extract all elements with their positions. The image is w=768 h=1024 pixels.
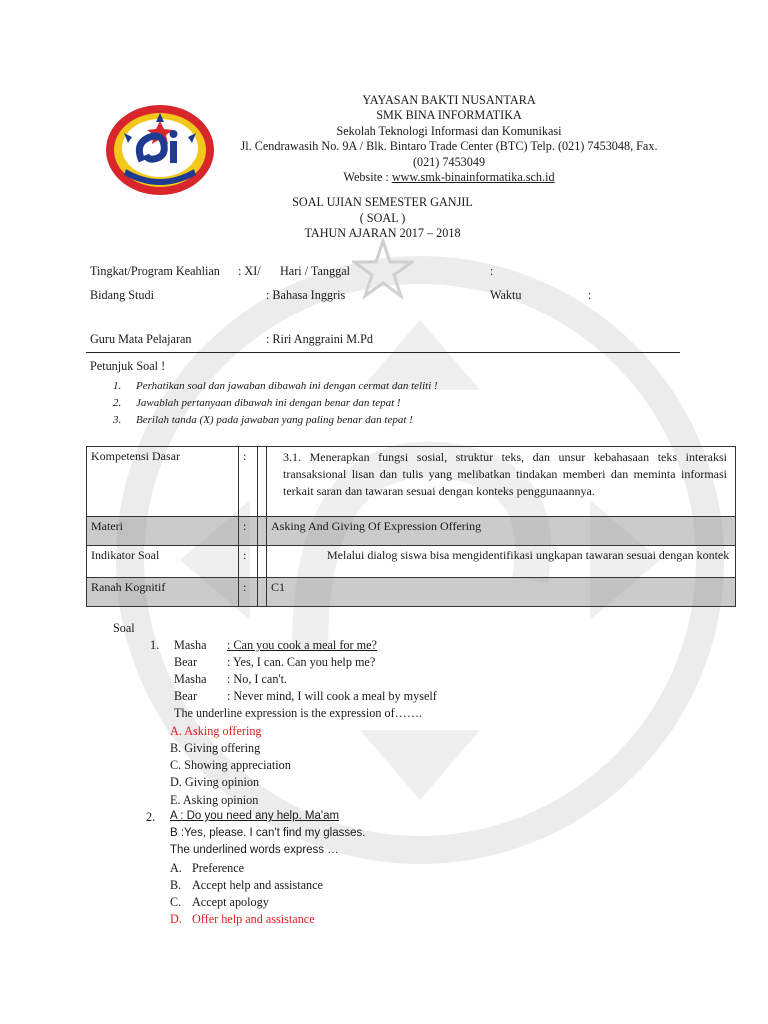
row-value: Melalui dialog siswa bisa mengidentifikasi ungkapan tawaran sesuai dengan kontek bbox=[267, 546, 736, 578]
row-colon: : bbox=[239, 447, 258, 517]
competency-table bbox=[86, 446, 736, 607]
time-colon: : bbox=[588, 288, 592, 302]
answer-option[interactable]: C. Accept apology bbox=[170, 895, 269, 909]
table-row bbox=[87, 517, 736, 546]
row-label: Ranah Kognitif bbox=[87, 578, 239, 607]
answer-option[interactable]: B. Giving offering bbox=[170, 741, 261, 755]
letterhead bbox=[230, 93, 668, 185]
school-address: Jl. Cendrawasih No. 9A / Blk. Bintaro Trade Center (BTC) Telp. (021) 7453048, Fax. bbox=[240, 139, 658, 154]
dialog-speaker: Masha bbox=[174, 638, 207, 652]
program-label: Tingkat/Program Keahlian bbox=[90, 264, 220, 278]
dialog-speaker: Bear bbox=[174, 655, 198, 669]
answer-option[interactable]: E. Asking opinion bbox=[170, 793, 259, 807]
program-value: : XI/ bbox=[238, 264, 261, 278]
row-colon: : bbox=[239, 517, 258, 546]
question-number: 1. bbox=[150, 638, 160, 652]
question-number: 2. bbox=[146, 810, 156, 824]
dialog-line: : No, I can't. bbox=[227, 672, 288, 686]
dialog-line: : Can you cook a meal for me? bbox=[227, 638, 377, 652]
dialog-speaker: Bear bbox=[174, 689, 198, 703]
table-row bbox=[87, 578, 736, 607]
date-colon: : bbox=[490, 264, 494, 278]
answer-option[interactable]: B. Accept help and assistance bbox=[170, 878, 323, 892]
question-prompt: The underline expression is the expression of……. bbox=[174, 706, 423, 720]
exam-title-block bbox=[200, 195, 565, 242]
teacher-label: Guru Mata Pelajaran bbox=[90, 332, 192, 346]
row-value: C1 bbox=[267, 578, 736, 607]
answer-option[interactable]: D. Giving opinion bbox=[170, 775, 260, 789]
row-label: Indikator Soal bbox=[87, 546, 239, 578]
exam-title: SOAL UJIAN SEMESTER GANJIL bbox=[292, 195, 473, 209]
star-icon bbox=[352, 238, 414, 300]
subject-label: Bidang Studi bbox=[90, 288, 154, 302]
dialog-speaker: Masha bbox=[174, 672, 207, 686]
website-link[interactable]: www.smk-binainformatika.sch.id bbox=[391, 170, 555, 185]
dialog-line: B :Yes, please. I can't find my glasses. bbox=[170, 827, 366, 839]
table-row bbox=[87, 546, 736, 578]
row-value: 3.1. Menerapkan fungsi sosial, struktur teks, dan unsur kebahasaan teks interaksi transaksional lisan dan tulis yang melibatkan tindakan memberi dan meminta informasi terkait saran dan tawaran sesuai dengan konteks penggunaannya. bbox=[267, 447, 736, 517]
answer-option[interactable]: C. Showing appreciation bbox=[170, 758, 291, 772]
divider-line bbox=[86, 352, 680, 353]
subject-value: : Bahasa Inggris bbox=[266, 288, 346, 302]
school-fax: (021) 7453049 bbox=[412, 154, 486, 169]
row-label: Materi bbox=[87, 517, 239, 546]
questions-heading: Soal bbox=[113, 621, 135, 635]
dialog-line: : Never mind, I will cook a meal by myself bbox=[227, 689, 437, 703]
answer-option-correct[interactable]: D. Offer help and assistance bbox=[170, 912, 315, 926]
instruction-item: 2. Jawablah pertanyaan dibawah ini dengan benar dan tepat ! bbox=[113, 397, 401, 409]
answer-option-correct[interactable]: A. Asking offering bbox=[170, 724, 262, 738]
instructions-heading: Petunjuk Soal ! bbox=[90, 359, 166, 373]
dialog-line: : Yes, I can. Can you help me? bbox=[227, 655, 376, 669]
row-value: Asking And Giving Of Expression Offering bbox=[267, 517, 736, 546]
school-name: SMK BINA INFORMATIKA bbox=[376, 108, 522, 123]
dialog-line: A : Do you need any help. Ma'am bbox=[170, 810, 340, 822]
row-label: Kompetensi Dasar bbox=[87, 447, 239, 517]
instruction-item: 3. Berilah tanda (X) pada jawaban yang paling benar dan tepat ! bbox=[113, 414, 413, 426]
foundation-name: YAYASAN BAKTI NUSANTARA bbox=[362, 93, 536, 107]
exam-year: TAHUN AJARAN 2017 – 2018 bbox=[304, 226, 461, 240]
teacher-value: : Riri Anggraini M.Pd bbox=[266, 332, 373, 346]
school-logo bbox=[104, 103, 216, 197]
website-line bbox=[230, 170, 668, 185]
school-tagline: Sekolah Teknologi Informasi dan Komunikasi bbox=[336, 123, 562, 138]
question-prompt: The underlined words express … bbox=[170, 844, 339, 856]
exam-subtitle: ( SOAL ) bbox=[359, 210, 406, 225]
row-colon: : bbox=[239, 546, 258, 578]
website-label: Website : bbox=[343, 170, 392, 185]
date-label: Hari / Tanggal bbox=[280, 264, 350, 278]
table-row bbox=[87, 447, 736, 517]
time-label: Waktu bbox=[490, 288, 522, 302]
row-colon: : bbox=[239, 578, 258, 607]
answer-option[interactable]: A. Preference bbox=[170, 861, 245, 875]
instruction-item: 1. Perhatikan soal dan jawaban dibawah ini dengan cermat dan teliti ! bbox=[113, 380, 438, 392]
